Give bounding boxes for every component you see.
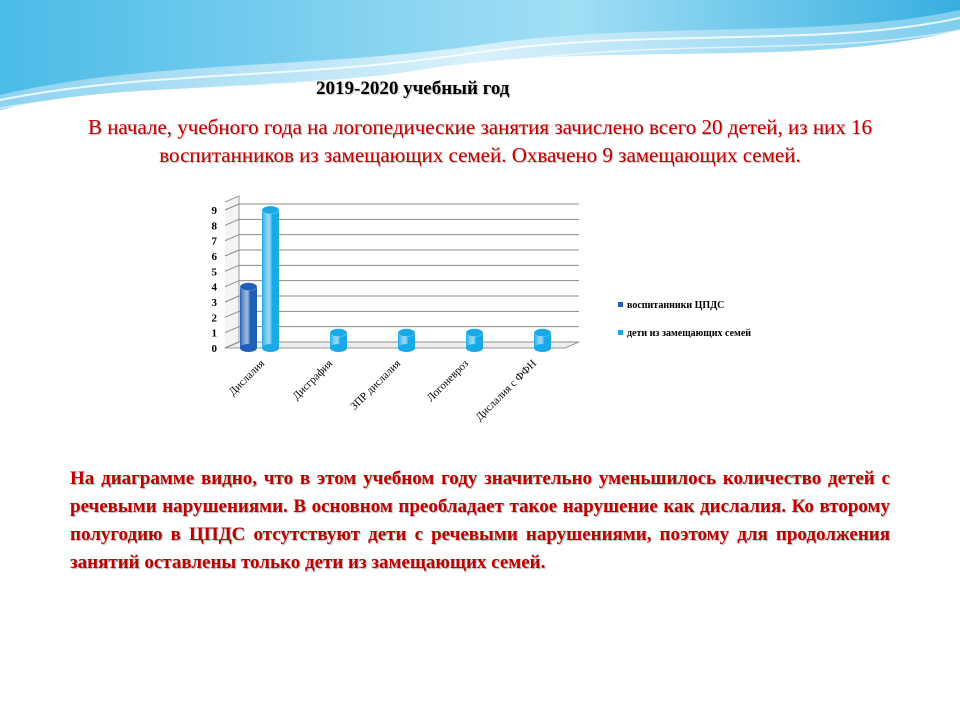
bar-foster-4 xyxy=(534,329,551,352)
y-tick-label: 8 xyxy=(211,220,217,233)
y-tick-label: 2 xyxy=(211,312,217,325)
legend-swatch xyxy=(618,330,623,335)
y-tick-label: 7 xyxy=(211,235,217,248)
intro-text: В начале, учебного года на логопедические занятия зачислено всего 20 детей, из них 16 воспитанников из замещающих семей. Охвачено 9 замещающих семей. xyxy=(87,115,873,167)
y-axis-ticks xyxy=(212,205,218,355)
chart-bars xyxy=(240,206,551,352)
bar-foster-0 xyxy=(262,206,279,352)
header-wave-decoration xyxy=(0,0,960,130)
bar-foster-3 xyxy=(466,329,483,352)
x-category-label: Дислалия с ФФН xyxy=(473,357,540,424)
x-category-label: Дислалия xyxy=(226,357,268,399)
x-category-label: Логоневроз xyxy=(424,357,472,405)
bar-cpds-0 xyxy=(240,283,257,352)
bar-chart xyxy=(180,190,820,450)
y-tick-label: 4 xyxy=(211,281,217,294)
y-tick-label: 5 xyxy=(211,266,217,279)
y-tick-label: 0 xyxy=(211,343,217,355)
chart-legend xyxy=(618,300,751,339)
y-tick-label: 9 xyxy=(211,205,217,217)
bar-foster-1 xyxy=(330,329,347,352)
legend-label: воспитанники ЦПДС xyxy=(627,300,725,311)
y-tick-label: 3 xyxy=(211,297,217,309)
conclusion-text: На диаграмме видно, что в этом учебном году значительно уменьшилось количество детей с речевыми нарушениями. В основном преобладает такое нарушение как дислалия. Ко второму полугодию в ЦПДС отсутствуют дети с речевыми нарушениями, поэтому для продолжения занятий оставлены только дети из замещающих семей. xyxy=(70,468,890,573)
legend-label: дети из замещающих семей xyxy=(627,328,752,339)
legend-swatch xyxy=(618,302,623,307)
bar-foster-2 xyxy=(398,329,415,352)
x-category-label: Дисграфия xyxy=(290,357,336,403)
y-tick-label: 1 xyxy=(211,327,217,340)
x-category-label: ЗПР дислалия xyxy=(348,357,404,413)
chart-side-wall xyxy=(225,196,239,348)
y-tick-label: 6 xyxy=(211,251,217,263)
x-axis-categories xyxy=(227,358,539,424)
slide-title: 2019-2020 учебный год xyxy=(316,78,510,99)
